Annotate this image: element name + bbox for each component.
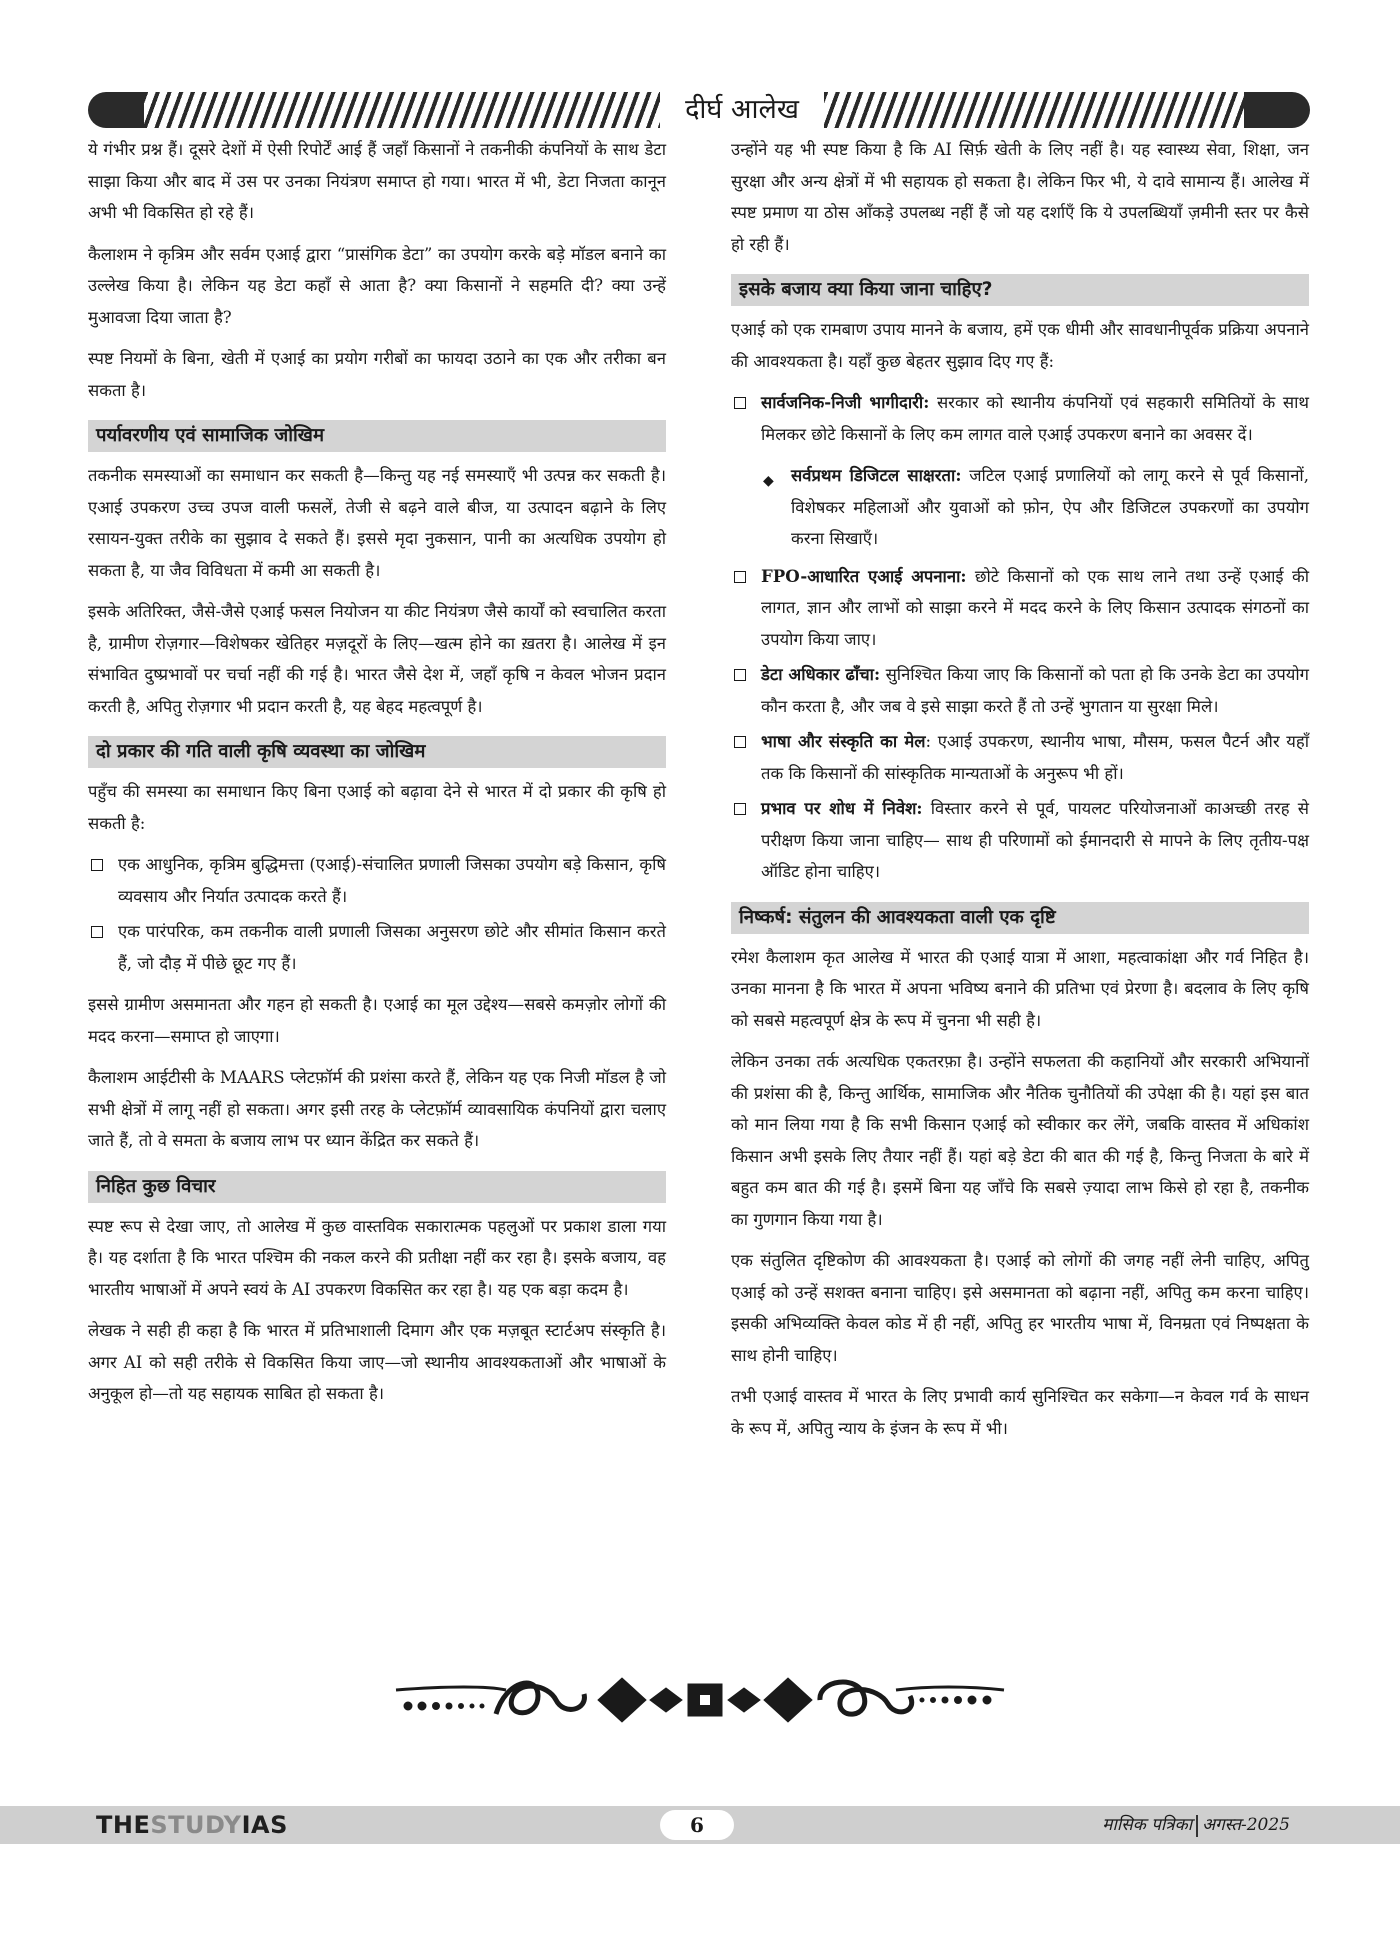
list-item (731, 561, 1309, 656)
paragraph: कैलाशम आईटीसी के MAARS प्लेटफ़ॉर्म की प्रशंसा करते हैं, लेकिन यह एक निजी मॉडल है जो सभी क्षेत्रों में लागू नहीं हो सकता। अगर इसी तरह के प्लेटफ़ॉर्म व्यावसायिक कंपनियों द्वारा चलाए जाते हैं, तो वे समता के बजाय लाभ पर ध्यान केंद्रित कर सकते हैं। (88, 1068, 666, 1150)
header-stripes-left (144, 92, 660, 128)
paragraph: लेखक ने सही ही कहा है कि भारत में प्रतिभाशाली दिमाग और एक मज़बूत स्टार्टअप संस्कृति है। अगर AI को सही तरीके से विकसित किया जाए—जो स्थानीय आवश्यकताओं और भाषाओं के अनुकूल हो—तो यह सहायक साबित हो सकता है। (88, 1321, 666, 1403)
paragraph: रमेश कैलाशम कृत आलेख में भारत की एआई यात्रा में आशा, महत्वाकांक्षा और गर्व निहित है। उनका मानना है कि भारत में अपना भविष्य बनाने की प्रतिभा एवं प्रेरणा है। बदलाव के लिए कृषि को सबसे महत्वपूर्ण क्षेत्र के रूप में चुनना भी सही है। (731, 947, 1309, 1030)
separator (1196, 1815, 1198, 1837)
list-item-text: सुनिश्चित किया जाए कि किसानों को पता हो कि उनके डेटा का उपयोग कौन करता है, और जब वे इसे साझा करते हैं तो उन्हें भुगतान या सुरक्षा मिले। (761, 665, 1310, 716)
paragraph: लेकिन उनका तर्क अत्यधिक एकतरफ़ा है। उन्होंने सफलता की कहानियों और सरकारी अभियानों की प्रशंसा की है, किन्तु आर्थिक, सामाजिक और नैतिक चुनौतियों की उपेक्षा की है। यहां इस बात को मान लिया गया है कि सभी किसान एआई को स्वीकार कर लेंगे, जबकि वास्तव में अधिकांश किसान अभी इसके लिए तैयार नहीं हैं। यहां बड़े डेटा की बात की गई है, किन्तु निजता के बारे में बहुत कम बात की गई है। इसमें बिना यह जाँचे कि सबसे ज़्यादा लाभ किसे हो रहा है, तकनीक का गुणगान किया गया है। (731, 1052, 1309, 1229)
section-heading-environmental-risk: पर्यावरणीय एवं सामाजिक जोखिम (88, 420, 666, 452)
paragraph: ये गंभीर प्रश्न हैं। दूसरे देशों में ऐसी रिपोर्टें आई हैं जहाँ किसानों ने तकनीकी कंपनियों के साथ डेटा साझा किया और बाद में उस पर उनका नियंत्रण समाप्त हो गया। भारत में भी, डेटा निजता कानून अभी भी विकसित हो रहे हैं। (88, 140, 666, 222)
diamond-bullet-icon: ◆ (763, 473, 774, 489)
section-heading-conclusion: निष्कर्ष: संतुलन की आवश्यकता वाली एक दृष्टि (731, 902, 1309, 934)
decorative-divider-icon (388, 1660, 1012, 1740)
section-heading-inherent-ideas: निहित कुछ विचार (88, 1171, 666, 1203)
header-stripes-right (824, 92, 1254, 128)
list-item-text: सरकार को स्थानीय कंपनियों एवं सहकारी समितियों के साथ मिलकर छोटे किसानों के लिए कम लागत वाले एआई उपकरण बनाने का अवसर दें। (761, 393, 1309, 444)
issue-date: अगस्त-2025 (1202, 1815, 1290, 1835)
section-title: दीर्घ आलेख (660, 92, 824, 128)
list-item-text: एक पारंपरिक, कम तकनीक वाली प्रणाली जिसका अनुसरण छोटे और सीमांत किसान करते हैं, जो दौड़ में पीछे छूट गए हैं। (118, 922, 666, 973)
suggestion-list (731, 561, 1309, 888)
list-item (761, 460, 1309, 555)
section-heading-two-speed-risk: दो प्रकार की गति वाली कृषि व्यवस्था का जोखिम (88, 736, 666, 768)
paragraph: तकनीक समस्याओं का समाधान कर सकती है—किन्तु यह नई समस्याएँ भी उत्पन्न कर सकती है। एआई उपकरण उच्च उपज वाली फसलें, तेजी से बढ़ने वाले बीज, या उत्पादन बढ़ाने के लिए रसायन-युक्त तरीके का सुझाव दे सकते हैं। इससे मृदा नुकसान, पानी का अत्यधिक उपयोग हो सकता है, या जैव विविधता में कमी आ सकती है। (88, 466, 666, 580)
checkbox-bullet-icon (734, 571, 746, 583)
page-footer (0, 1806, 1400, 1844)
left-column (88, 134, 666, 1420)
bullet-list (88, 849, 666, 979)
paragraph: एक संतुलित दृष्टिकोण की आवश्यकता है। एआई को लोगों की जगह नहीं लेनी चाहिए, अपितु एआई को उन्हें सशक्त बनाना चाहिए। इसे असमानता को बढ़ाना नहीं, अपितु कम करना चाहिए। इसकी अभिव्यक्ति केवल कोड में ही नहीं, अपितु हर भारतीय भाषा में, विनम्रता एवं निष्पक्षता के साथ होनी चाहिए। (731, 1251, 1309, 1365)
paragraph: तभी एआई वास्तव में भारत के लिए प्रभावी कार्य सुनिश्चित कर सकेगा—न केवल गर्व के साधन के रूप में, अपितु न्याय के इंजन के रूप में भी। (731, 1387, 1309, 1438)
suggestion-list (731, 387, 1309, 450)
sub-list (761, 460, 1309, 555)
checkbox-bullet-icon (734, 803, 746, 815)
list-item (731, 793, 1309, 888)
list-item (731, 726, 1309, 789)
list-item-text: एक आधुनिक, कृत्रिम बुद्धिमत्ता (एआई)-संचालित प्रणाली जिसका उपयोग बड़े किसान, कृषि व्यवसाय और निर्यात उत्पादक करते हैं। (118, 855, 666, 906)
issue-info (1102, 1806, 1290, 1844)
checkbox-bullet-icon (91, 859, 103, 871)
list-item-text: विस्तार करने से पूर्व, पायलट परियोजनाओं काअच्छी तरह से परीक्षण किया जाना चाहिए— साथ ही परिणामों को ईमानदारी से मापने के लिए तृतीय-पक्ष ऑडिट होना चाहिए। (761, 799, 1309, 881)
list-item-title: सर्वप्रथम डिजिटल साक्षरता: (791, 465, 962, 485)
paragraph: इसके अतिरिक्त, जैसे-जैसे एआई फसल नियोजन या कीट नियंत्रण जैसे कार्यों को स्वचालित करता है, ग्रामीण रोज़गार—विशेषकर खेतिहर मज़दूरों के लिए—खत्म होने का ख़तरा है। आलेख में इन संभावित दुष्प्रभावों पर चर्चा नहीं की गई है। भारत जैसे देश में, जहाँ कृषि न केवल भोजन प्रदान करती है, अपितु रोज़गार भी प्रदान करती है, यह बेहद महत्वपूर्ण है। (88, 602, 666, 716)
list-item-text: जटिल एआई प्रणालियों को लागू करने से पूर्व किसानों, विशेषकर महिलाओं और युवाओं को फ़ोन, ऐप और डिजिटल उपकरणों का उपयोग करना सिखाएँ। (791, 466, 1309, 548)
list-item (88, 916, 666, 979)
list-item (731, 659, 1309, 722)
list-item-title: भाषा और संस्कृति का मेल (761, 731, 926, 751)
list-item-text: : एआई उपकरण, स्थानीय भाषा, मौसम, फसल पैटर्न और यहाँ तक कि किसानों की सांस्कृतिक मान्यताओं के अनुरूप भी हों। (761, 732, 1309, 783)
list-item-title: सार्वजनिक-निजी भागीदारी: (761, 392, 930, 412)
page-number: 6 (660, 1810, 734, 1840)
list-item-title: FPO-आधारित एआई अपनाना: (761, 565, 967, 586)
list-item-title: डेटा अधिकार ढाँचा: (761, 664, 881, 684)
paragraph: उन्होंने यह भी स्पष्ट किया है कि AI सिर्फ़ खेती के लिए नहीं है। यह स्वास्थ्य सेवा, शिक्षा, जन सुरक्षा और अन्य क्षेत्रों में भी सहायक हो सकता है। लेकिन फिर भी, ये दावे सामान्य हैं। आलेख में स्पष्ट प्रमाण या ठोस आँकड़े उपलब्ध नहीं हैं जो यह दर्शाएँ कि ये उपलब्धियाँ ज़मीनी स्तर पर कैसे हो रही हैं। (731, 140, 1309, 254)
list-item-title: प्रभाव पर शोध में निवेश: (761, 798, 923, 818)
paragraph: स्पष्ट नियमों के बिना, खेती में एआई का प्रयोग गरीबों का फायदा उठाने का एक और तरीका बन सकता है। (88, 349, 666, 400)
paragraph: एआई को एक रामबाण उपाय मानने के बजाय, हमें एक धीमी और सावधानीपूर्वक प्रक्रिया अपनाने की आवश्यकता है। यहाँ कुछ बेहतर सुझाव दिए गए हैं: (731, 320, 1309, 371)
section-heading-what-should-be-done: इसके बजाय क्या किया जाना चाहिए? (731, 274, 1309, 306)
checkbox-bullet-icon (734, 669, 746, 681)
list-item-text: छोटे किसानों को एक साथ लाने तथा उन्हें एआई की लागत, ज्ञान और लाभों को साझा करने में मदद करने के लिए किसान उत्पादक संगठनों का उपयोग किया जाए। (761, 566, 1309, 649)
paragraph: स्पष्ट रूप से देखा जाए, तो आलेख में कुछ वास्तविक सकारात्मक पहलुओं पर प्रकाश डाला गया है। यह दर्शाता है कि भारत पश्चिम की नकल करने की प्रतीक्षा नहीं कर रहा है। इसके बजाय, वह भारतीय भाषाओं में अपने स्वयं के AI उपकरण विकसित कर रहा है। यह एक बड़ा कदम है। (88, 1216, 666, 1299)
right-column (731, 134, 1309, 1454)
list-item (731, 387, 1309, 450)
checkbox-bullet-icon (734, 736, 746, 748)
paragraph: इससे ग्रामीण असमानता और गहन हो सकती है। एआई का मूल उद्देश्य—सबसे कमज़ोर लोगों की मदद करना—समाप्त हो जाएगा। (88, 995, 666, 1046)
list-item (88, 849, 666, 912)
paragraph: कैलाशम ने कृत्रिम और सर्वम एआई द्वारा “प्रासंगिक डेटा” का उपयोग करके बड़े मॉडल बनाने का उल्लेख किया है। लेकिन यह डेटा कहाँ से आता है? क्या किसानों ने सहमति दी? क्या उन्हें मुआवजा दिया जाता है? (88, 244, 666, 327)
paragraph: पहुँच की समस्या का समाधान किए बिना एआई को बढ़ावा देने से भारत में दो प्रकार की कृषि हो सकती है: (88, 782, 666, 833)
checkbox-bullet-icon (734, 397, 746, 409)
header-cap-right (1244, 92, 1310, 128)
magazine-label: मासिक पत्रिका (1102, 1815, 1193, 1835)
brand-logo: THESTUDYIAS (96, 1811, 288, 1839)
page-header (88, 92, 1310, 130)
checkbox-bullet-icon (91, 926, 103, 938)
